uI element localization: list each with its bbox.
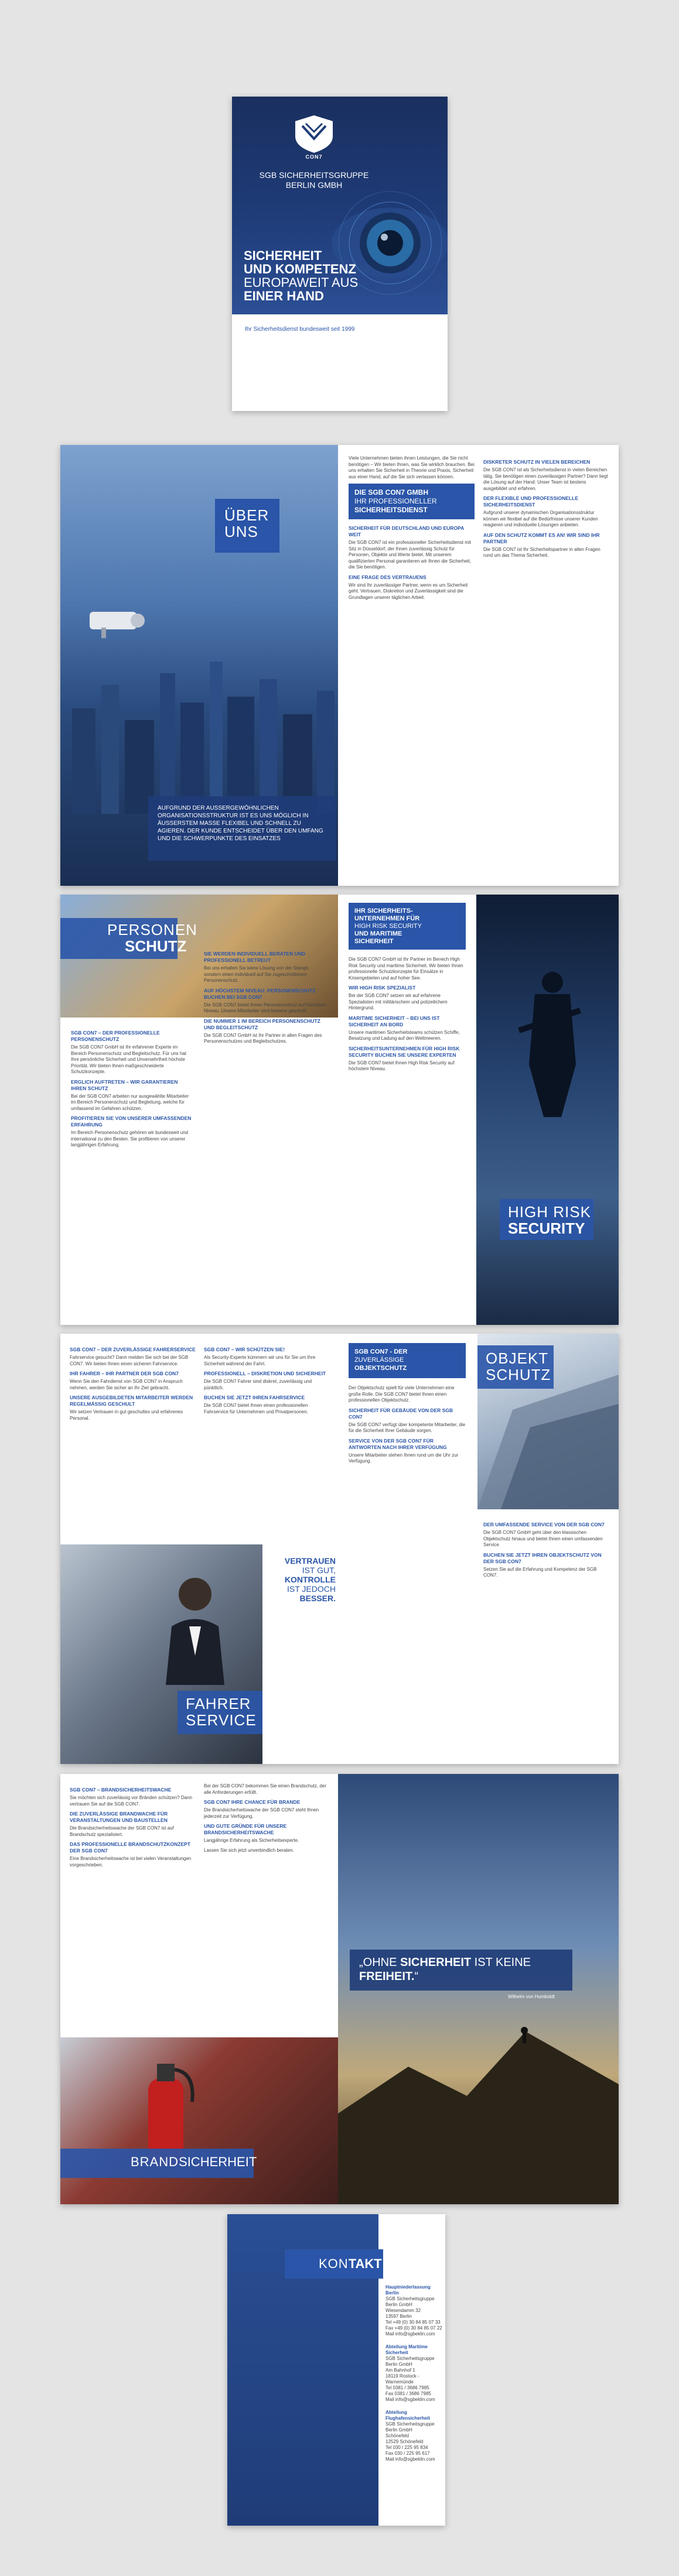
highrisk-heading: WIR HIGH RISK SPEZIALIST: [349, 985, 416, 991]
highrisk-photo-title-box: [500, 1199, 593, 1240]
brand-title-bold: SICHERHEIT: [179, 2154, 257, 2169]
fahrer-paragraph: Als Security-Experte kümmern wir uns für Sie um Ihre Sicherheit während der Fahrt.: [204, 1355, 316, 1366]
soldier-silhouette-graphic: [506, 965, 593, 1117]
fahrer-paragraph: Wir setzen Vertrauen in gut geschultes und erfahrenes Personal.: [70, 1409, 183, 1421]
contact-line: 18119 Rostock - Warnemünde: [385, 2373, 419, 2385]
objekt-title-box: [477, 1345, 554, 1389]
about-heading: DER FLEXIBLE UND PROFESSIONELLE SICHERHEITSDIENST: [483, 495, 578, 508]
building-photo: [477, 1334, 619, 1509]
soldier-photo: [476, 895, 619, 1325]
brand-col2: [204, 1783, 330, 1857]
fahrer-paragraph: Die SGB CON7 bietet Ihnen einen professionellen Fahrservice für Unternehmen und Privatpersonen.: [204, 1403, 308, 1414]
cover-tagline: Ihr Sicherheitsdienst bundesweit seit 1999: [245, 326, 355, 333]
contact-blocks: [385, 2284, 444, 2462]
about-paragraph: Die SGB CON7 ist ein professioneller Sicherheitsdienst mit Sitz in Düsseldorf, der Ihnen zuverlässig Schutz für Personen, Objekte und Werte bietet. Mit unserem qualifizierten Personal garantieren wir Ihnen die Sicherheit, die Sie benötigen.: [349, 540, 472, 570]
personen-paragraph: Die SGB CON7 GmbH ist Ihr Partner in allen Fragen des Personenschutzes und Begleitschutzes.: [204, 1032, 322, 1044]
contact-line: Fax 0381 / 3686 7985: [385, 2391, 431, 2396]
logo-text: CON7: [305, 154, 323, 160]
extinguisher-photo: [60, 2037, 338, 2204]
quote-line: VERTRAUEN: [284, 1556, 336, 1566]
objekt-paragraph: Setzen Sie auf die Erfahrung und Kompetenz der SGB CON7.: [483, 1566, 597, 1578]
contact-block: [385, 2344, 444, 2403]
fahrer-heading: IHR FAHRER – IHR PARTNER DER SGB CON7: [70, 1371, 179, 1376]
about-box-title: [349, 484, 475, 519]
brand-title-light: BRAND: [131, 2154, 179, 2169]
personen-title-light: PERSONEN: [107, 921, 197, 938]
quote-line: KONTROLLE: [284, 1575, 336, 1584]
highrisk-heading: SICHERHEITSUNTERNEHMEN FÜR HIGH RISK SECURITY BUCHEN SIE UNSERE EXPERTEN: [349, 1045, 460, 1058]
highrisk-title-line: HIGH RISK SECURITY: [354, 923, 422, 930]
brand-paragraph: Bei der SGB CON7 bekommen Sie einen Brandschutz, der alle Anforderungen erfüllt.: [204, 1783, 326, 1795]
headline-line: EINER HAND: [244, 289, 324, 303]
about-paragraph: Aufgrund unserer dynamischen Organisationsstruktur können wir flexibel auf die Bedürfnisse unserer Kunden reagieren und individuelle Lösungen anbieten.: [483, 510, 598, 527]
contact-line: Tel 0381 / 3686 7985: [385, 2385, 429, 2390]
about-caption-box: [148, 796, 336, 861]
about-intro: Viele Unternehmen bieten ihnen Leistungen, die Sie nicht benötigen – Wir bieten Ihnen, was Sie wirklich brauchen. Bei uns erhalten Sie Sicherheit in Theorie und Praxis, Sicherheit aus einer Hand, auf die Sie sich verlassen können.: [349, 455, 475, 479]
objekt-box-line: ZUVERLÄSSIGE: [354, 1356, 404, 1364]
brand-heading: SGB CON7 – BRANDSICHERHEITSWACHE: [70, 1787, 172, 1793]
brand-paragraph: Lassen Sie sich jetzt unverbindlich beraten.: [204, 1847, 294, 1853]
shield-logo-icon: [291, 113, 337, 154]
headline-line: SICHERHEIT: [244, 248, 322, 263]
objekt-title-light: OBJEKT: [486, 1349, 549, 1367]
personen-col2: [204, 947, 327, 1049]
contact-block: [385, 2284, 444, 2337]
brand-heading: DAS PROFESSIONELLE BRANDSCHUTZKONZEPT DER SGB CON7: [70, 1841, 190, 1854]
contact-block: [385, 2410, 444, 2462]
brand-heading: DIE ZUVERLÄSSIGE BRANDWACHE FÜR VERANSTALTUNGEN UND BAUSTELLEN: [70, 1811, 168, 1823]
personen-paragraph: Die SGB CON7 GmbH ist Ihr erfahrener Experte im Bereich Personenschutz und Begleitschutz. Für uns hat Ihre persönliche Sicherheit und Unversehrtheit höchste Priorität. Wir bieten Ihnen maßgeschneiderte Schutzkonzepte.: [71, 1044, 186, 1074]
personen-heading: PROFITIEREN SIE VON UNSERER UMFASSENDEN ERFAHRUNG: [71, 1115, 192, 1128]
logo: [291, 113, 337, 163]
about-col1: [349, 455, 475, 604]
fahrer-heading: PROFESSIONELL – DISKRETION UND SICHERHEIT: [204, 1371, 326, 1376]
highrisk-title-box: [349, 903, 466, 950]
about-title-box: [215, 499, 279, 553]
objekt-heading: BUCHEN SIE JETZT IHREN OBJEKTSCHUTZ VON DER SGB CON7: [483, 1551, 602, 1564]
quote-block: [271, 1556, 336, 1603]
highrisk-heading: MARITIME SICHERHEIT – BEI UNS IST SICHERHEIT AN BORD: [349, 1015, 440, 1027]
highrisk-title-line: UNTERNEHMEN FÜR: [354, 915, 420, 922]
contact-block-title: Abteilung Flughafensicherheit: [385, 2410, 431, 2421]
quote-line: IST JEDOCH: [287, 1584, 336, 1594]
contact-line: Schönefeld: [385, 2433, 410, 2438]
highrisk-paragraph: Die SGB CON7 bietet Ihnen High Risk Security auf höchstem Niveau.: [349, 1060, 455, 1071]
objekt-paragraph: Der Objektschutz spielt für viele Unternehmen eine große Rolle. Die SGB CON7 bietet Ihnen einen professionellen Objektschutz.: [349, 1385, 455, 1403]
freiheit-quote: [359, 1955, 563, 1984]
fahrer-col2: [204, 1343, 330, 1419]
about-box-line: DIE SGB CON7 GMBH: [354, 488, 429, 496]
contact-line: Am Bahnhof 1: [385, 2368, 415, 2373]
personen-paragraph: Die SGB CON7 bietet Ihnen Personenschutz auf höchstem Niveau. Unsere Mitarbeiter sind bestens geschult.: [204, 1002, 327, 1013]
highrisk-title-line: IHR SICHERHEITS-: [354, 907, 413, 914]
personen-heading: DIE NUMMER 1 IM BEREICH PERSONENSCHUTZ UND BEGLEITSCHUTZ: [204, 1018, 320, 1030]
cover-page: [232, 97, 448, 411]
freiheit-quote-box: [350, 1950, 572, 1991]
cover-hero: [232, 97, 448, 314]
driver-photo: [60, 1544, 262, 1764]
about-photo: [60, 445, 338, 886]
mountain-photo: [338, 1774, 619, 2204]
brand-heading: SGB CON7 IHRE CHANCE FÜR BRANDE: [204, 1799, 301, 1805]
personen-title-bold: SCHUTZ: [125, 937, 187, 955]
quote-line: IST GUT,: [302, 1566, 336, 1575]
contact-line: Berlin GmbH: [385, 2302, 412, 2307]
brand-col1: [70, 1783, 196, 1872]
highrisk-title-line: UND MARITIME: [354, 930, 402, 937]
contact-line: Berlin GmbH: [385, 2362, 412, 2367]
objekt-paragraph: Unsere Mitarbeiter stehen Ihnen rund um die Uhr zur Verfügung.: [349, 1452, 459, 1464]
highrisk-photo-title-bold: SECURITY: [508, 1220, 585, 1237]
brand-heading: UND GUTE GRÜNDE FÜR UNSERE BRANDSICHERHEITSWACHE: [204, 1823, 287, 1835]
about-heading: DISKRETER SCHUTZ IN VIELEN BEREICHEN: [483, 459, 591, 465]
company-line1: SGB SICHERHEITSGRUPPE: [259, 170, 369, 180]
personen-paragraph: Bei uns erhalten Sie keine Lösung von der Stange, sondern einen individuell auf Sie zugeschnittenen Personenschutz.: [204, 965, 310, 983]
contact-line: Tel +49 (0) 30 84 85 07 33: [385, 2320, 441, 2325]
highrisk-col: [349, 957, 466, 1076]
headline-line: EUROPAWEIT AUS: [244, 275, 359, 290]
quote-author: Wilhelm von Humboldt: [508, 1994, 555, 1999]
fahrer-title-light: FAHRER: [186, 1695, 251, 1712]
contact-email[interactable]: Mail info@sgbeklin.com: [385, 2457, 435, 2462]
personen-paragraph: Im Bereich Personenschutz gehören wir bundesweit und international zu den Besten. Sie profitieren von unserer langjährigen Erfahrung.: [71, 1130, 189, 1147]
about-heading: EINE FRAGE DES VERTRAUENS: [349, 574, 426, 580]
contact-line: Fax +49 (0) 30 84 85 07 22: [385, 2325, 442, 2331]
city-skyline-graphic: [60, 638, 338, 814]
driver-silhouette-graphic: [154, 1568, 236, 1685]
personen-heading: SIE WERDEN INDIVIDUELL BERATEN UND PROFESSIONELL BETREUT: [204, 951, 306, 963]
brand-paragraph: Die Brandsicherheitswache der SGB CON7 steht Ihnen jederzeit zur Verfügung.: [204, 1807, 319, 1819]
contact-email[interactable]: Mail info@sgbeklin.com: [385, 2331, 435, 2337]
objekt-paragraph: Die SGB CON7 GmbH geht über den klassischen Objektschutz hinaus und bietet Ihnen einen umfassenden Service.: [483, 1530, 603, 1547]
about-title-light: ÜBER: [224, 506, 269, 524]
contact-line: 12529 Schönefeld: [385, 2439, 424, 2444]
personen-col1: [71, 1026, 194, 1152]
fahrer-col1: [70, 1343, 196, 1425]
quote-pre: „OHNE: [359, 1956, 400, 1969]
quote-line: BESSER.: [299, 1594, 336, 1603]
personen-paragraph: Bei der SGB CON7 arbeiten nur ausgewählte Mitarbeiter im Bereich Personenschutz und Begleitung, welche für umfassend im Gefahren schützen.: [71, 1093, 189, 1111]
contact-line: Fax 030 / 225 95 617: [385, 2451, 430, 2456]
quote-bold: SICHERHEIT: [400, 1956, 472, 1969]
fahrer-paragraph: Die SGB CON7 Fahrer sind diskret, zuverlässig und pünktlich.: [204, 1379, 312, 1390]
quote-bold: FREIHEIT.: [359, 1970, 415, 1983]
objekt-box-line: SGB CON7 - DER: [354, 1348, 408, 1355]
about-box-line: IHR PROFESSIONELLER: [354, 497, 437, 505]
personen-heading: AUF HÖCHSTEM NIVEAU: PERSONENSCHUTZ BUCHEN BEI SGB CON7: [204, 987, 316, 1000]
about-heading: AUF DEN SCHUTZ KOMMT ES AN! WIR SIND IHR PARTNER: [483, 532, 600, 544]
contact-line: Wiesendamm 32: [385, 2308, 421, 2313]
fahrer-heading: SGB CON7 – WIR SCHÜTZEN SIE!: [204, 1347, 285, 1352]
contact-line: SGB Sicherheitsgruppe: [385, 2296, 435, 2301]
company-line2: BERLIN GMBH: [285, 180, 343, 190]
spread-personenschutz: [60, 895, 619, 1325]
camera-graphic: [84, 603, 154, 638]
fahrer-paragraph: Wenn Sie den Fahrdienst von SGB CON7 in Anspruch nehmen, werden Sie sicher an Ihr Ziel gebracht.: [70, 1379, 183, 1390]
objekt-col2: [483, 1518, 609, 1582]
contact-line: 13597 Berlin: [385, 2314, 412, 2319]
fahrer-heading: BUCHEN SIE JETZT IHREN FAHRSERVICE: [204, 1395, 305, 1400]
contact-title-light: KON: [319, 2256, 349, 2271]
objekt-col1: [349, 1385, 466, 1468]
contact-title-box: [285, 2249, 383, 2279]
brand-title-box: [60, 2149, 257, 2178]
fahrer-title-bold: SERVICE: [186, 1711, 257, 1729]
contact-line: SGB Sicherheitsgruppe: [385, 2421, 435, 2427]
personen-heading: ERGLICH AUFTRETEN – WIR GARANTIEREN IHREN SCHUTZ: [71, 1078, 178, 1091]
quote-mid: IST KEINE: [471, 1956, 531, 1969]
spread-fahrer-objekt: [60, 1334, 619, 1764]
highrisk-title-line: SICHERHEIT: [354, 938, 394, 945]
headline-line: UND KOMPETENZ: [244, 262, 356, 276]
about-heading: SICHERHEIT FÜR DEUTSCHLAND UND EUROPA WEIT: [349, 525, 464, 537]
highrisk-photo-title-light: HIGH RISK: [508, 1203, 591, 1221]
quote-post: “: [414, 1970, 419, 1983]
about-paragraph: Die SGB CON7 ist Ihr Sicherheitspartner in allen Fragen rund um das Thema Sicherheit.: [483, 546, 600, 558]
company-name: [250, 170, 378, 190]
about-paragraph: Die SGB CON7 ist als Sicherheitsdienst in vielen Bereichen tätig. Sie benötigen einen zuverlässigen Partner? Dann liegt die Lösung auf der Hand: Unser Team ist bestens ausgebildet und erfahren.: [483, 467, 608, 491]
contact-line: SGB Sicherheitsgruppe: [385, 2356, 435, 2361]
brand-paragraph: Langjährige Erfahrung als Sicherheitsexperte.: [204, 1838, 299, 1843]
objekt-box-line: OBJEKTSCHUTZ: [354, 1365, 407, 1372]
mountain-graphic: [338, 1996, 619, 2204]
about-box-line: SICHERHEITSDIENST: [354, 506, 428, 514]
highrisk-paragraph: Bei der SGB CON7 setzen wir auf erfahrene Spezialisten mit militärischem und polizeilichem Hintergrund.: [349, 993, 448, 1010]
brand-paragraph: Die Brandsicherheitswache der SGB CON7 ist auf Brandschutz spezialisiert.: [70, 1825, 174, 1837]
building-graphic: [477, 1375, 619, 1509]
personen-title-box: [60, 918, 197, 959]
contact-email[interactable]: Mail info@sgbeklin.com: [385, 2397, 435, 2402]
fahrer-title-box: [178, 1691, 262, 1734]
about-caption: AUFGRUND DER AUSSERGEWÖHNLICHEN ORGANISATIONSSTRUKTUR IST ES UNS MÖGLICH IN ÄUSSERSTEM MASSE FLEXIBEL UND SCHNELL ZU AGIEREN. DER KUNDE ENTSCHEIDET ÜBER DEN UMFANG UND DIE SCHWERPUNKTE DES EINSATZES: [158, 805, 323, 842]
contact-page: [227, 2214, 445, 2526]
spread-about: [60, 445, 619, 886]
spread-brand: [60, 1774, 619, 2204]
objekt-heading: DER UMFASSENDE SERVICE VON DER SGB CON7: [483, 1522, 605, 1527]
objekt-heading: SERVICE VON DER SGB CON7 FÜR ANTWORTEN NACH IHRER VERFÜGUNG: [349, 1437, 447, 1450]
contact-block-title: Hauptniederlassung Berlin: [385, 2284, 431, 2296]
brand-paragraph: Sie möchten sich zuverlässig vor Bränden schützen? Dann vertrauen Sie auf die SGB CON7.: [70, 1795, 192, 1807]
cover-headline: [244, 249, 437, 303]
contact-block-title: Abteilung Maritime Sicherheit: [385, 2344, 428, 2355]
about-col2: [483, 455, 609, 563]
about-title-bold: UNS: [224, 523, 258, 540]
contact-line: Berlin GmbH: [385, 2427, 412, 2433]
objekt-title-bold: SCHUTZ: [486, 1366, 551, 1383]
about-paragraph: Wir sind Ihr zuverlässiger Partner, wenn es um Sicherheit geht. Vertrauen, Diskretion und Zuverlässigkeit sind die Grundlagen unserer täglichen Arbeit.: [349, 582, 468, 600]
contact-title-bold: TAKT: [348, 2256, 382, 2271]
fahrer-heading: UNSERE AUSGEBILDETEN MITARBEITER WERDEN REGELMÄSSIG GESCHULT: [70, 1395, 193, 1407]
personen-heading: SGB CON7 – DER PROFESSIONELLE PERSONENSCHUTZ: [71, 1030, 160, 1042]
fahrer-paragraph: Fahrservice gesucht? Dann melden Sie sich bei der SGB CON7. Wir bieten Ihnen einen sicheren Fahrservice.: [70, 1355, 189, 1366]
objekt-heading: SICHERHEIT FÜR GEBÄUDE VON DER SGB CON7: [349, 1407, 453, 1420]
brand-paragraph: Eine Brandsicherheitswache ist bei vielen Veranstaltungen vorgeschrieben.: [70, 1856, 192, 1868]
highrisk-paragraph: Die SGB CON7 GmbH ist Ihr Partner im Bereich High Risk Security und maritime Sicherheit. Wir bieten Ihnen professionelle Schutzkonzepte für Einsätze in Krisengebieten und auf hoher See.: [349, 957, 463, 981]
objekt-paragraph: Die SGB CON7 verfügt über kompetente Mitarbeiter, die für die Sicherheit Ihrer Gebäude sorgen.: [349, 1421, 466, 1433]
contact-line: Tel 030 / 225 95 834: [385, 2445, 428, 2450]
fahrer-heading: SGB CON7 – DER ZUVERLÄSSIGE FAHRERSERVICE: [70, 1347, 196, 1352]
objekt-box-title: [349, 1343, 466, 1378]
highrisk-paragraph: Unsere maritimen Sicherheitsteams schützen Schiffe, Besatzung und Ladung auf den Weltmeeren.: [349, 1029, 460, 1041]
